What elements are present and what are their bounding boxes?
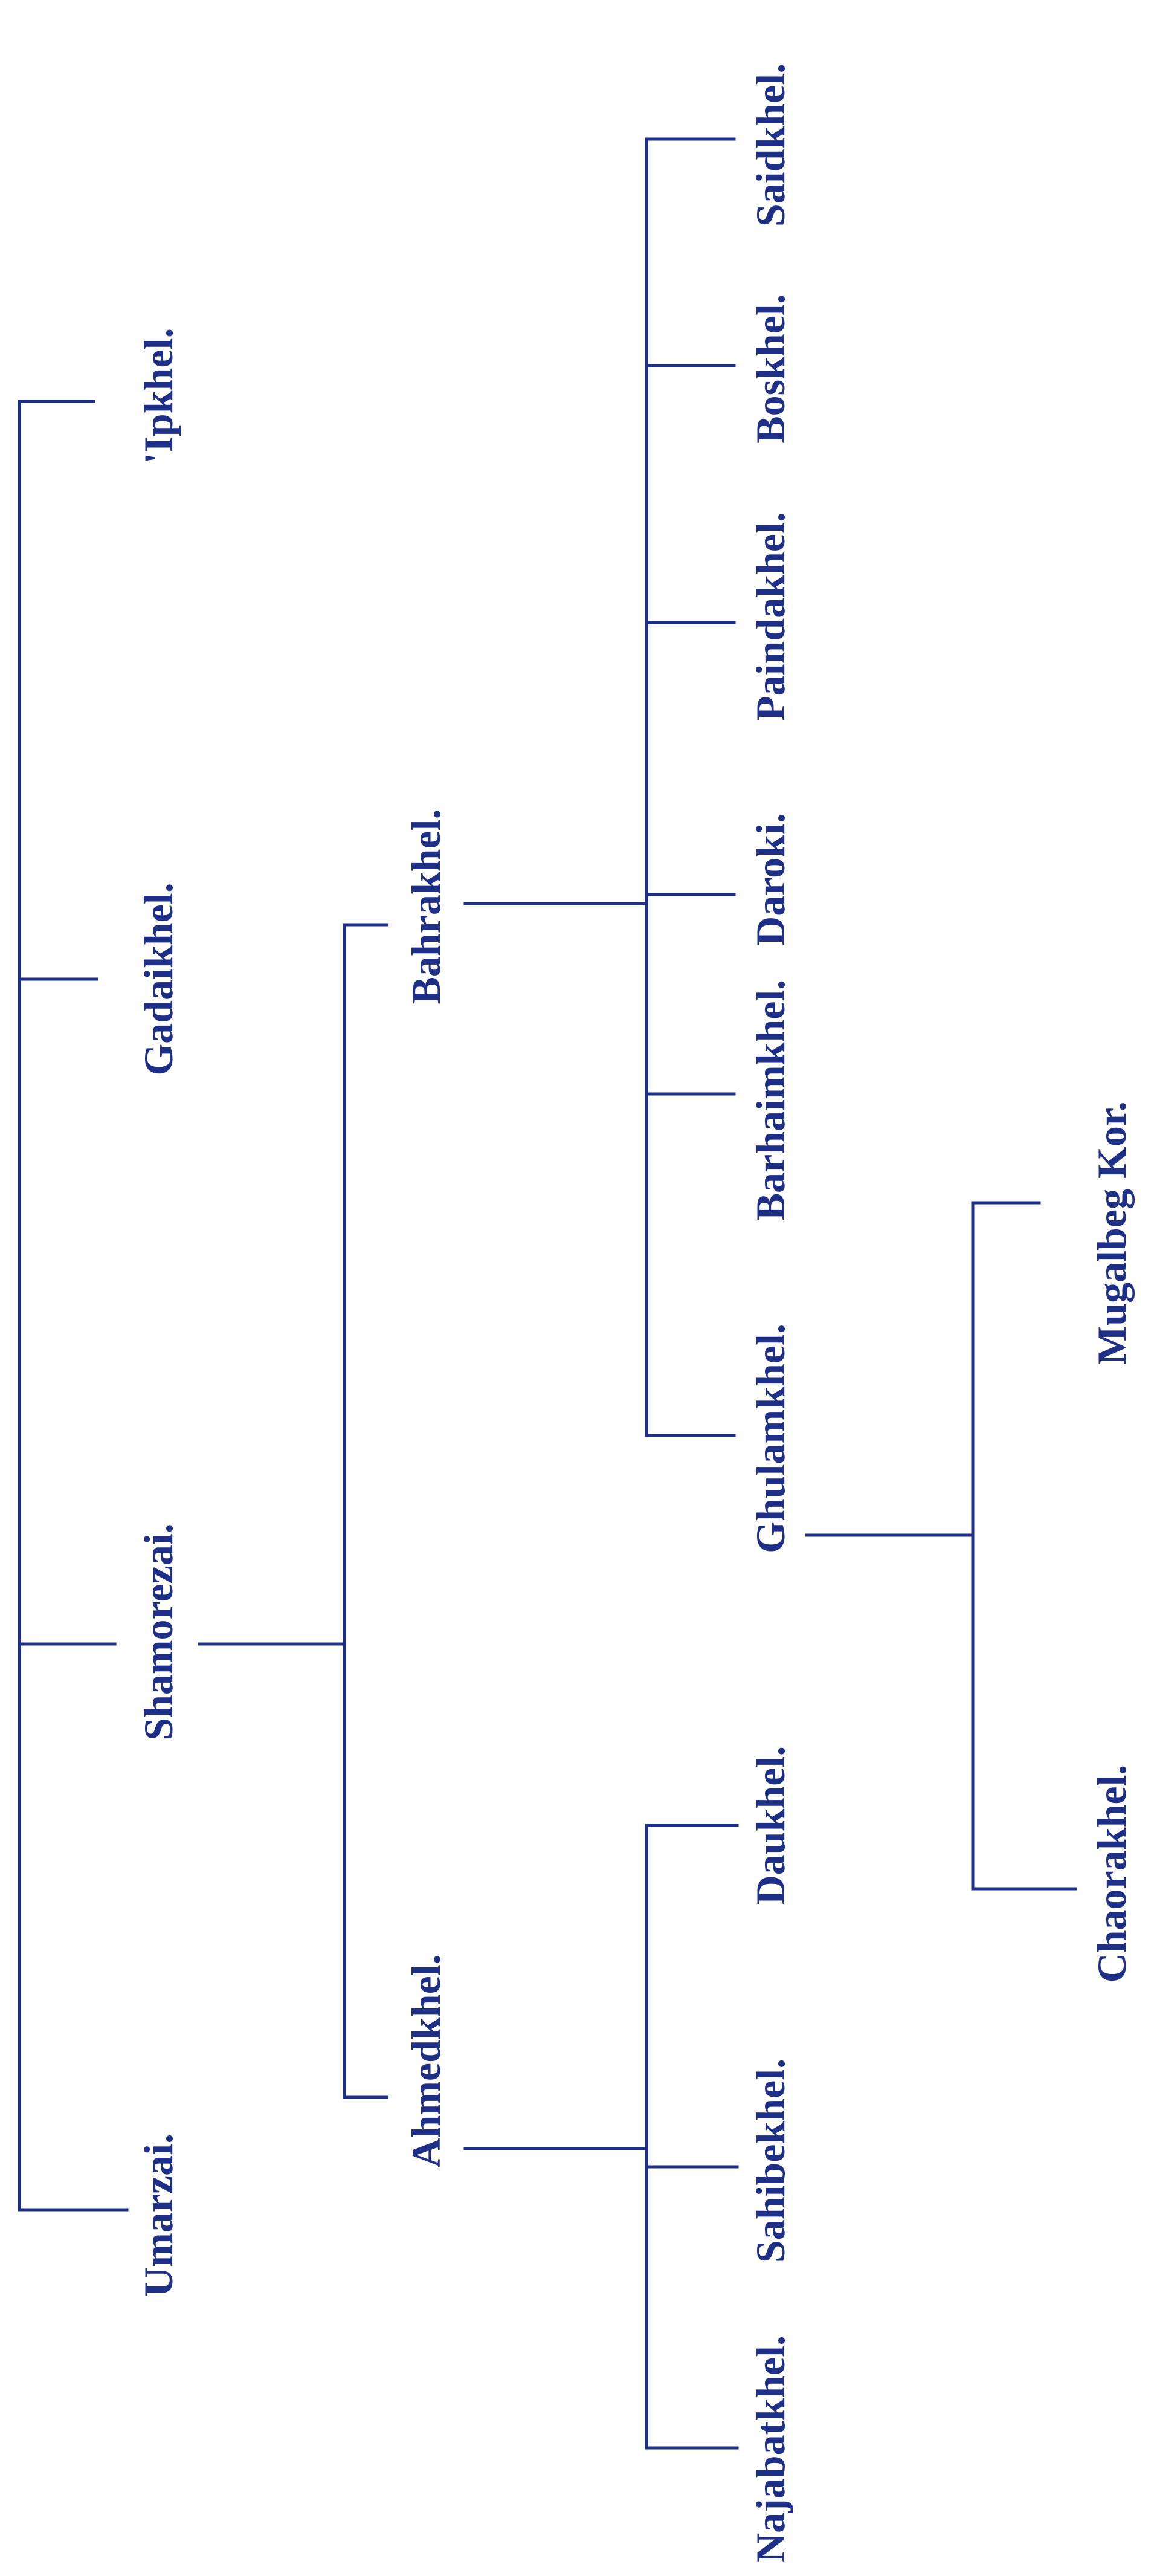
shamorezai-bracket [199,925,387,2097]
ahmedkhel-bracket [465,1825,737,2448]
node-label-ahmedkhel: Ahmedkhel. [403,1954,449,2168]
node-label-chaorakhel: Chaorakhel. [1089,1764,1135,1983]
node-label-barhaimkhel: Barhaimkhel. [747,979,793,1221]
top-level-bracket [19,401,127,2210]
node-label-umarzai: Umarzai. [135,2133,181,2297]
node-label-najabatkhel: Najabatkhel. [747,2335,793,2563]
node-label-daroki: Daroki. [747,813,793,946]
node-label-bahrakhel: Bahrakhel. [403,809,449,1005]
node-label-mugalbeg-kor: Mugalbeg Kor. [1089,1101,1135,1365]
bahrakhel-bracket [465,139,734,1435]
node-label-ipkhel: 'Ipkhel. [135,328,181,464]
node-label-ghulamkhel: Ghulamkhel. [747,1324,793,1553]
node-label-paindakhel: Paindakhel. [747,512,793,721]
ghulamkhel-bracket [807,1203,1075,1889]
node-label-gadaikhel: Gadaikhel. [135,882,181,1076]
node-label-boskhel: Boskhel. [747,294,793,444]
node-label-shamorezai: Shamorezai. [135,1523,181,1741]
node-label-saidkhel: Saidkhel. [747,63,793,227]
node-label-sahibekhel: Sahibekhel. [747,2058,793,2264]
node-label-daukhel: Daukhel. [747,1746,793,1905]
